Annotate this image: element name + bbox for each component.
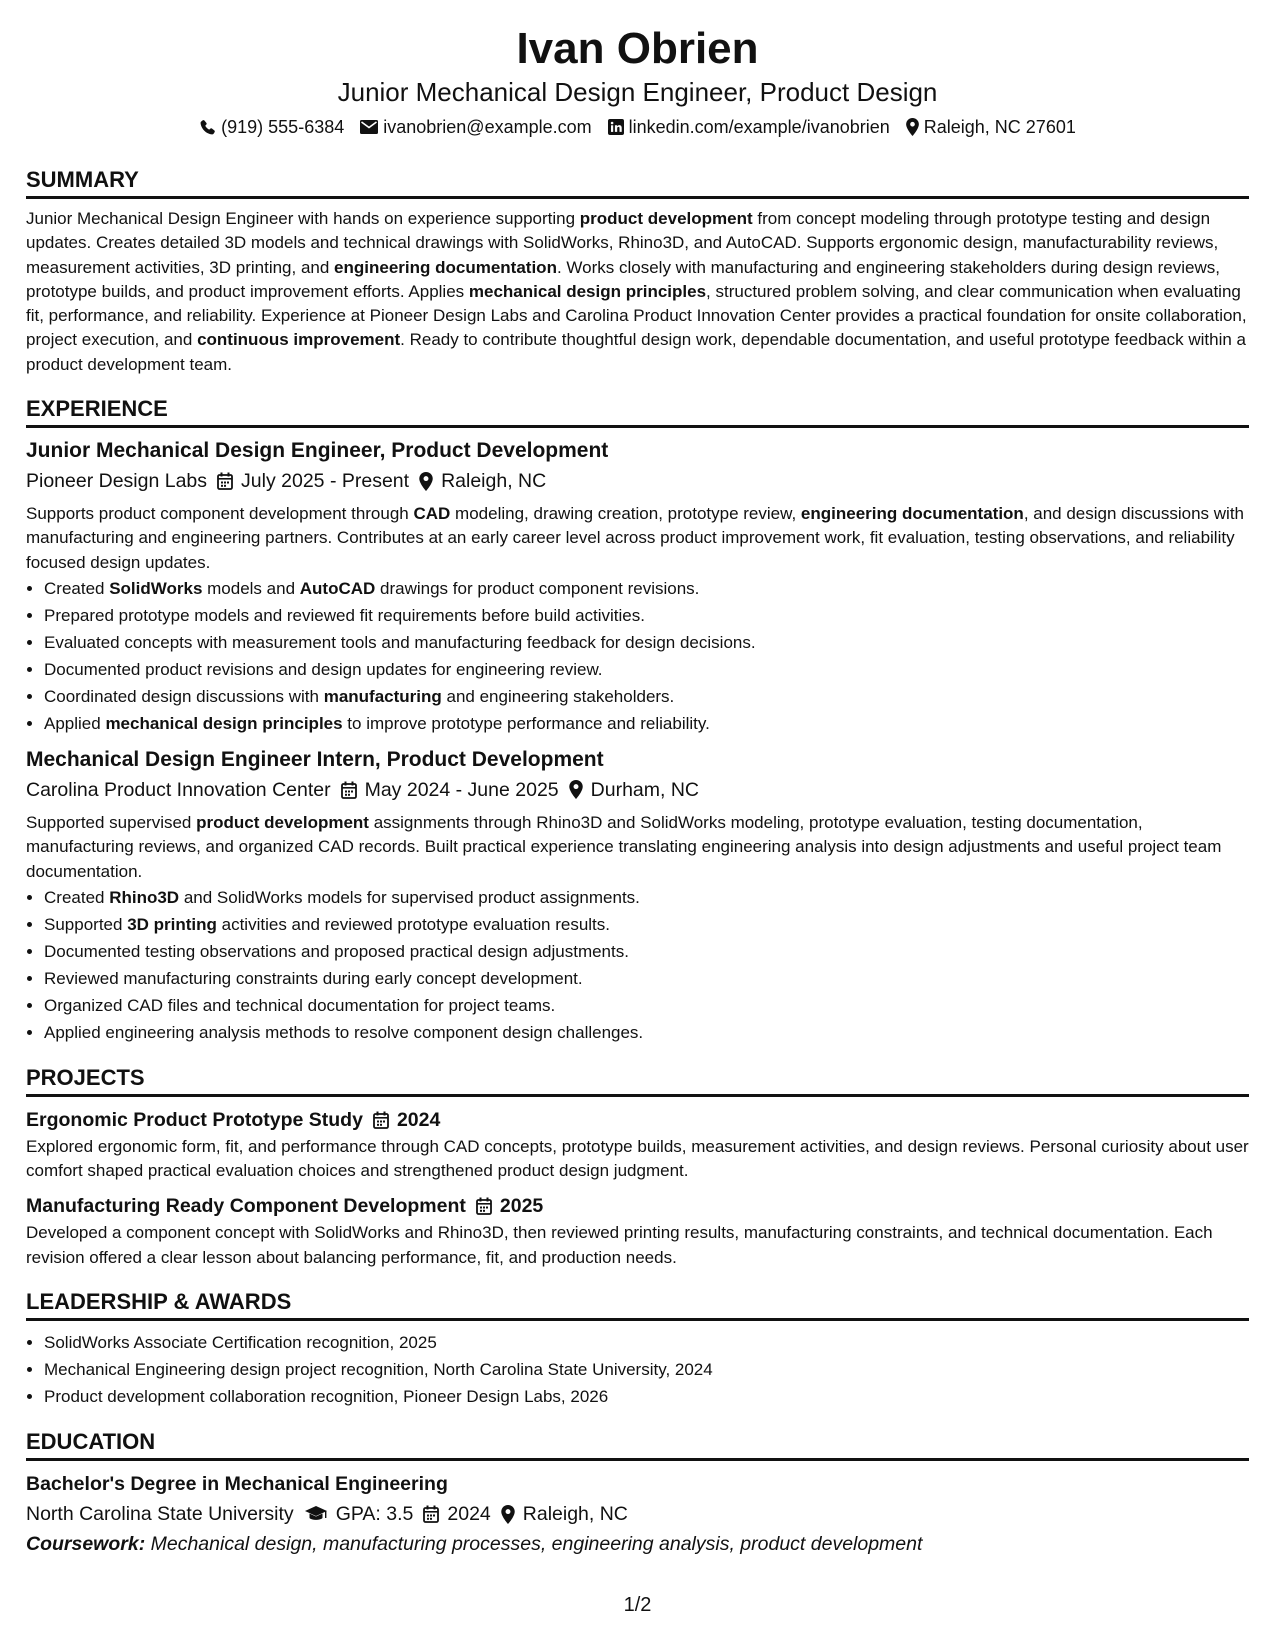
calendar-icon: [217, 472, 233, 490]
linkedin-icon: [608, 119, 624, 135]
emphasis-text: engineering documentation: [800, 504, 1024, 524]
job-location: Raleigh, NC: [441, 470, 547, 493]
degree-title: Bachelor's Degree in Mechanical Engineering: [26, 1473, 448, 1496]
text-run: models and: [202, 578, 300, 598]
text-run: activities and reviewed prototype evaluation results.: [216, 914, 611, 934]
experience-section: [26, 395, 1249, 1046]
job-bullet: [44, 938, 1249, 965]
emphasis-text: mechanical design principles: [468, 281, 707, 301]
section-title-experience: EXPERIENCE: [26, 395, 1249, 428]
award-item: • Mechanical Engineering design project recognition, North Carolina State University, 2024: [44, 1356, 1249, 1383]
project-description: Explored ergonomic form, fit, and performance through CAD concepts, prototype builds, measurement activities, and design reviews. Personal curiosity about user comfort shaped practical evaluation choices and strengthened product design judgment.: [26, 1136, 1249, 1181]
experience-entry-1: [26, 436, 1249, 737]
text-run: Created: [44, 578, 110, 598]
coursework-line: [26, 1529, 1249, 1559]
section-title-summary: SUMMARY: [26, 166, 1249, 199]
job-meta: [26, 466, 1249, 496]
coursework-text: Mechanical design, manufacturing processes, engineering analysis, product development: [150, 1533, 923, 1556]
text-run: to improve prototype performance and reliability.: [342, 713, 710, 733]
calendar-icon: [476, 1197, 492, 1215]
job-bullet: [44, 992, 1249, 1019]
contact-email[interactable]: [360, 114, 591, 140]
experience-entry-2: [26, 745, 1249, 1046]
job-bullet: [44, 683, 1249, 710]
job-bullet: [44, 629, 1249, 656]
calendar-icon: [341, 781, 357, 799]
emphasis-text: product development: [579, 209, 753, 228]
company-name: Carolina Product Innovation Center: [26, 778, 331, 801]
job-bullets: [26, 884, 1249, 1046]
job-title: Junior Mechanical Design Engineer, Product Development: [26, 439, 609, 463]
summary-section: [26, 166, 1249, 377]
job-bullet: [44, 575, 1249, 602]
text-run: Evaluated concepts with measurement tools and manufacturing feedback for design decisions.: [44, 632, 756, 652]
school-location: Raleigh, NC: [522, 1503, 628, 1526]
text-run: Created: [44, 887, 110, 907]
award-item: • Product development collaboration recognition, Pioneer Design Labs, 2026: [44, 1383, 1249, 1410]
job-dates: July 2025 - Present: [241, 470, 410, 493]
text-run: . Works closely with manufacturing and engineering stakeholders during design reviews, prototype builds, and product improvement efforts. Applies: [26, 257, 1220, 301]
text-run: and SolidWorks models for supervised product assignments.: [179, 887, 640, 907]
text-run: Prepared prototype models and reviewed fit requirements before build activities.: [44, 605, 645, 625]
text-run: Organized CAD files and technical documentation for project teams.: [44, 995, 556, 1015]
projects-section: [26, 1064, 1249, 1270]
project-heading: [26, 1105, 1249, 1135]
emphasis-text: product development: [196, 812, 369, 832]
text-run: Supported supervised: [26, 812, 197, 832]
text-run: , structured problem solving, and clear communication when evaluating fit, performance, and reliability. Experience at Pioneer Design Labs and Carolina Product Innovation Center provides a practical foundation for onsite collaboration, project execution, and: [26, 281, 1247, 350]
emphasis-text: manufacturing: [323, 686, 442, 706]
calendar-icon: [423, 1505, 439, 1523]
map-pin-icon: [419, 472, 433, 491]
map-pin-icon: [501, 1505, 515, 1524]
text-run: Supports product component development through: [26, 504, 414, 524]
job-bullet: [44, 965, 1249, 992]
linkedin-text: linkedin.com/example/ivanobrien: [628, 117, 890, 137]
text-run: Coordinated design discussions with: [44, 686, 324, 706]
emphasis-text: mechanical design principles: [105, 713, 343, 733]
job-meta: [26, 775, 1249, 805]
job-location: Durham, NC: [590, 778, 700, 801]
contact-phone[interactable]: [199, 114, 344, 140]
text-run: Reviewed manufacturing constraints during early concept development.: [44, 968, 583, 988]
text-run: Applied engineering analysis methods to resolve component design challenges.: [44, 1022, 644, 1042]
text-run: and engineering stakeholders.: [441, 686, 675, 706]
job-bullet: [44, 602, 1249, 629]
project-heading: [26, 1191, 1249, 1221]
calendar-icon: [373, 1111, 389, 1129]
envelope-icon: [360, 120, 378, 134]
project-entry-2: [26, 1191, 1249, 1270]
job-dates: May 2024 - June 2025: [364, 778, 559, 801]
gpa-text: GPA: 3.5: [335, 1503, 414, 1526]
award-item: • SolidWorks Associate Certification recognition, 2025: [44, 1329, 1249, 1356]
project-description: Developed a component concept with SolidWorks and Rhino3D, then reviewed printing results, manufacturing constraints, and technical documentation. Each revision offered a clear lesson about balancing performance, fit, and production needs.: [26, 1223, 1213, 1267]
page-number: 1/2: [623, 1594, 652, 1616]
resume-header: [26, 0, 1249, 140]
education-meta: [26, 1499, 1249, 1529]
job-bullet: [44, 656, 1249, 683]
text-run: assignments through Rhino3D and SolidWorks modeling, prototype evaluation, testing documentation, manufacturing reviews, and organized CAD records. Built practical experience translating engineering analysis into design adjustments and useful project team documentation.: [26, 812, 1222, 881]
contact-linkedin[interactable]: [608, 114, 890, 140]
contact-row: [26, 114, 1249, 140]
job-description: [26, 502, 1249, 575]
emphasis-text: AutoCAD: [299, 578, 376, 598]
phone-icon: [199, 119, 216, 136]
emphasis-text: Rhino3D: [109, 887, 180, 907]
section-title-projects: PROJECTS: [26, 1064, 1249, 1097]
map-pin-icon: [569, 780, 583, 799]
text-run: modeling, drawing creation, prototype review,: [450, 504, 801, 524]
summary-text: [26, 207, 1249, 377]
location-text: Raleigh, NC 27601: [923, 117, 1076, 137]
contact-location: [906, 114, 1076, 140]
job-bullet: [44, 710, 1249, 737]
phone-text: (919) 555-6384: [221, 117, 345, 137]
school-name: North Carolina State University: [26, 1503, 294, 1526]
text-run: Documented testing observations and proposed practical design adjustments.: [44, 941, 629, 961]
section-title-education: EDUCATION: [26, 1428, 1249, 1461]
project-title: Ergonomic Product Prototype Study: [26, 1108, 363, 1131]
job-bullet: [44, 911, 1249, 938]
emphasis-text: SolidWorks: [109, 578, 203, 598]
text-run: Documented product revisions and design updates for engineering review.: [44, 659, 603, 679]
emphasis-text: continuous improvement: [197, 330, 401, 350]
job-bullet: [44, 884, 1249, 911]
emphasis-text: engineering documentation: [334, 257, 557, 277]
text-run: Applied: [44, 713, 106, 733]
company-name: Pioneer Design Labs: [26, 470, 208, 493]
text-run: Supported: [44, 914, 128, 934]
coursework-label: Coursework:: [26, 1533, 146, 1556]
job-title: Mechanical Design Engineer Intern, Product Development: [26, 747, 604, 771]
graduation-year: 2024: [447, 1503, 491, 1526]
text-run: Junior Mechanical Design Engineer with hands on experience supporting: [26, 209, 580, 228]
education-section: [26, 1428, 1249, 1559]
job-description: [26, 811, 1249, 884]
map-pin-icon: [906, 118, 919, 136]
graduation-cap-icon: [304, 1505, 328, 1523]
email-text: ivanobrien@example.com: [383, 117, 592, 137]
project-year: 2024: [396, 1108, 441, 1131]
section-title-awards: LEADERSHIP & AWARDS: [26, 1288, 1249, 1321]
emphasis-text: 3D printing: [127, 914, 217, 934]
text-run: from concept modeling through prototype testing and design updates. Creates detailed 3D models and technical drawings with SolidWorks, Rhino3D, and AutoCAD. Supports ergonomic design, manufacturability reviews, measurement activities, 3D printing, and: [26, 209, 1219, 277]
job-bullet: [44, 1019, 1249, 1046]
text-run: . Ready to contribute thoughtful design work, dependable documentation, and useful prototype feedback within a product development team.: [26, 330, 1246, 374]
project-entry-1: [26, 1105, 1249, 1184]
job-bullets: [26, 575, 1249, 737]
project-year: 2025: [499, 1195, 544, 1218]
text-run: drawings for product component revisions.: [375, 578, 700, 598]
candidate-name: Ivan Obrien: [516, 24, 759, 73]
project-title: Manufacturing Ready Component Development: [26, 1195, 466, 1218]
candidate-headline: Junior Mechanical Design Engineer, Product Design: [337, 77, 938, 107]
emphasis-text: CAD: [413, 504, 451, 524]
awards-section: [26, 1288, 1249, 1410]
awards-list: [26, 1329, 1249, 1410]
text-run: , and design discussions with manufacturing and engineering partners. Contributes at an early career level across product improvement work, fit evaluation, testing observations, and reliability focused design updates.: [26, 504, 1244, 572]
